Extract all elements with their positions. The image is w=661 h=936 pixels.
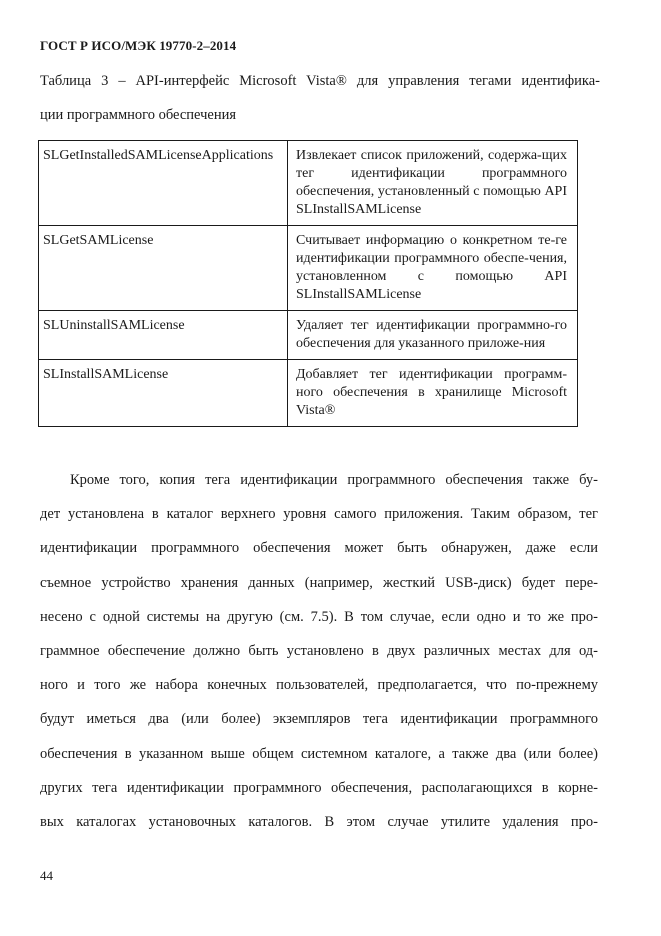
paragraph-line: обеспечения в указанном выше общем системном каталоге, а также два (или более): [40, 745, 598, 762]
api-function-name: SLGetInstalledSAMLicenseApplications: [39, 141, 288, 226]
api-function-description: Считывает информацию о конкретном те-ге идентификации программного обеспе-чения, установленном с помощью API SLInstallSAMLicense: [288, 226, 578, 311]
table-row: [39, 141, 578, 226]
table-caption: [40, 64, 600, 132]
paragraph-line: других тега идентификации программного обеспечения, располагающихся в корне-: [40, 779, 598, 796]
paragraph-line: ного и того же набора конечных пользователей, предполагается, что по-прежнему: [40, 677, 598, 694]
table-caption-line-1: Таблица 3 – API-интерфейс Microsoft Vista® для управления тегами идентифика-: [40, 73, 600, 89]
table-row: [39, 311, 578, 360]
table-caption-line-2: ции программного обеспечения: [40, 107, 237, 123]
paragraph-line: съемное устройство хранения данных (например, жесткий USB-диск) будет пере-: [40, 574, 598, 591]
api-function-description: Добавляет тег идентификации программ-ного обеспечения в хранилище Microsoft Vista®: [288, 360, 578, 427]
body-paragraph: [40, 463, 598, 839]
page-number: 44: [40, 868, 53, 883]
paragraph-line: идентификации программного обеспечения может быть обнаружен, даже если: [40, 540, 598, 557]
table-row: [39, 360, 578, 427]
table-row: [39, 226, 578, 311]
api-function-name: SLInstallSAMLicense: [39, 360, 288, 427]
paragraph-line: дет установлена в каталог верхнего уровня самого приложения. Таким образом, тег: [40, 506, 598, 523]
api-table: [38, 140, 578, 427]
paragraph-line: вых каталогах установочных каталогов. В этом случае утилите удаления про-: [40, 813, 598, 830]
paragraph-line: граммное обеспечение должно быть установлено в двух различных местах для од-: [40, 642, 598, 659]
paragraph-line: несено с одной системы на другую (см. 7.5). В том случае, если одно и то же про-: [40, 608, 598, 625]
document-header: ГОСТ Р ИСО/МЭК 19770-2–2014: [40, 38, 237, 53]
api-function-description: Извлекает список приложений, содержа-щих тег идентификации программного обеспечения, установленный с помощью API SLInstallSAMLicense: [288, 141, 578, 226]
api-function-description: Удаляет тег идентификации программно-го обеспечения для указанного приложе-ния: [288, 311, 578, 360]
api-function-name: SLUninstallSAMLicense: [39, 311, 288, 360]
api-function-name: SLGetSAMLicense: [39, 226, 288, 311]
paragraph-line: будут иметься два (или более) экземпляров тега идентификации программного: [40, 711, 598, 728]
paragraph-line: Кроме того, копия тега идентификации программного обеспечения также бу-: [70, 472, 598, 488]
